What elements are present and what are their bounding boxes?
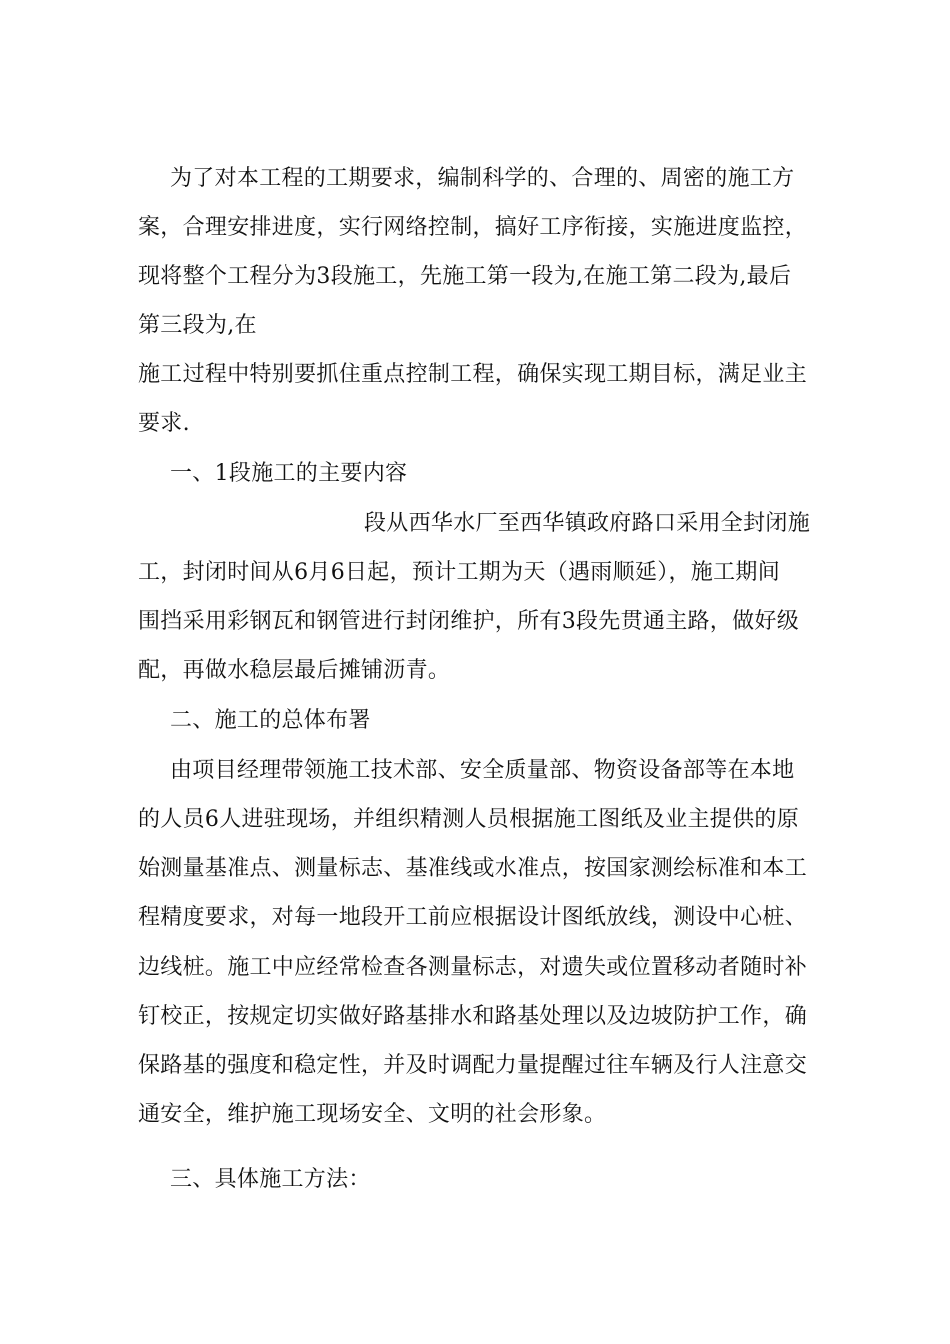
paragraph-line: 保路基的强度和稳定性，并及时调配力量提醒过往车辆及行人注意交	[138, 1053, 808, 1078]
paragraph-line: 配，再做水稳层最后摊铺沥青。	[138, 658, 451, 683]
paragraph-line: 钉校正，按规定切实做好路基排水和路基处理以及边坡防护工作，确	[138, 1004, 808, 1029]
paragraph-line: 案，合理安排进度，实行网络控制，搞好工序衔接，实施进度监控，	[138, 215, 808, 240]
section-heading: 一、1段施工的主要内容	[170, 461, 408, 486]
paragraph-line: 通安全，维护施工现场安全、文明的社会形象。	[138, 1102, 607, 1127]
section-heading: 二、施工的总体布署	[170, 708, 371, 733]
paragraph-line: 现将整个工程分为3段施工，先施工第一段为,在施工第二段为,最后	[138, 264, 792, 289]
paragraph-line: 程精度要求，对每一地段开工前应根据设计图纸放线，测设中心桩、	[138, 905, 808, 930]
paragraph-line: 的人员6人进驻现场，并组织精测人员根据施工图纸及业主提供的原	[138, 807, 799, 832]
section-heading: 三、具体施工方法：	[170, 1167, 371, 1192]
paragraph-line: 始测量基准点、测量标志、基准线或水准点，按国家测绘标准和本工	[138, 856, 808, 881]
paragraph-line: 施工过程中特别要抓住重点控制工程，确保实现工期目标，满足业主	[138, 362, 808, 387]
paragraph-line: 为了对本工程的工期要求，编制科学的、合理的、周密的施工方	[170, 166, 795, 191]
paragraph-line: 段从西华水厂至西华镇政府路口采用全封闭施	[364, 511, 811, 536]
paragraph-line: 围挡采用彩钢瓦和钢管进行封闭维护，所有3段先贯通主路，做好级	[138, 609, 799, 634]
paragraph-line: 由项目经理带领施工技术部、安全质量部、物资设备部等在本地	[170, 758, 795, 783]
paragraph-line: 要求.	[138, 411, 190, 436]
paragraph-line: 工，封闭时间从6月6日起，预计工期为天（遇雨顺延），施工期间	[138, 560, 780, 585]
paragraph-line: 边线桩。施工中应经常检查各测量标志，对遗失或位置移动者随时补	[138, 955, 808, 980]
paragraph-line: 第三段为,在	[138, 313, 257, 338]
